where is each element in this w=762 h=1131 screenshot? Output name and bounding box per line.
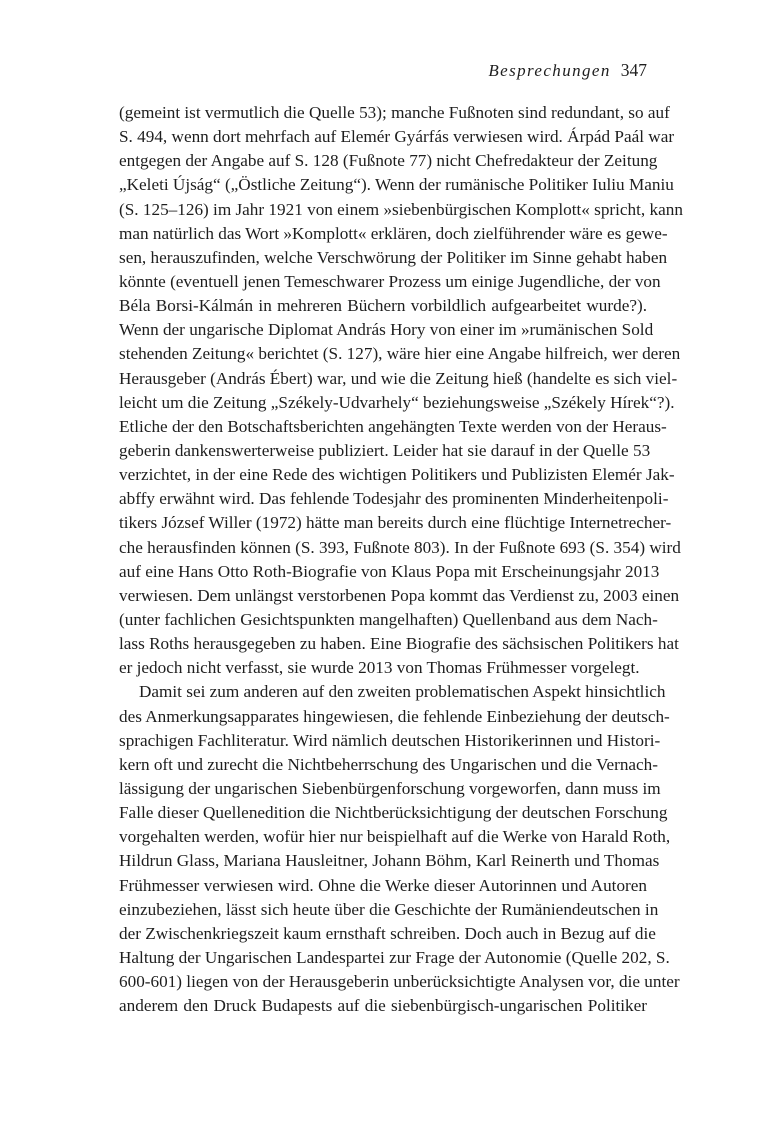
- text-line: einzubeziehen, lässt sich heute über die Geschichte der Rumäniendeutschen in: [119, 899, 659, 919]
- running-title: Besprechungen: [488, 61, 611, 80]
- text-line: verzichtet, in der eine Rede des wichtigen Politikers und Publizisten Elemér Jak-: [119, 465, 675, 485]
- paragraph-1: [119, 101, 683, 680]
- text-line: auf eine Hans Otto Roth-Biografie von Klaus Popa mit Erscheinungsjahr 2013: [119, 561, 660, 581]
- text-line: Béla Borsi-Kálmán in mehreren Büchern vorbildlich aufgearbeitet wurde?).: [119, 296, 647, 316]
- text-line: Herausgeber (András Ébert) war, und wie die Zeitung hieß (handelte es sich viel-: [119, 368, 678, 388]
- text-line: Frühmesser verwiesen wird. Ohne die Werke dieser Autorinnen und Autoren: [119, 875, 647, 895]
- paragraph-2: [119, 680, 680, 1018]
- text-line: sprachigen Fachliteratur. Wird nämlich deutschen Historikerinnen und Histori-: [119, 730, 661, 750]
- text-line: che herausfinden können (S. 393, Fußnote 803). In der Fußnote 693 (S. 354) wird: [119, 537, 681, 557]
- text-line: Etliche der den Botschaftsberichten angehängten Texte werden von der Heraus-: [119, 416, 667, 436]
- text-line: (gemeint ist vermutlich die Quelle 53); manche Fußnoten sind redundant, so auf: [119, 103, 670, 122]
- text-line: lass Roths herausgegeben zu haben. Eine Biografie des sächsischen Politikers hat: [119, 634, 679, 654]
- text-line: Hildrun Glass, Mariana Hausleitner, Johann Böhm, Karl Reinerth und Thomas: [119, 851, 660, 871]
- text-line: abffy erwähnt wird. Das fehlende Todesjahr des prominenten Minderheitenpoli-: [119, 489, 669, 509]
- text-line: er jedoch nicht verfasst, sie wurde 2013 von Thomas Frühmesser vorgelegt.: [119, 658, 640, 678]
- text-line: S. 494, wenn dort mehrfach auf Elemér Gyárfás verwiesen wird. Árpád Paál war: [119, 127, 675, 147]
- text-line: Haltung der Ungarischen Landespartei zur Frage der Autonomie (Quelle 202, S.: [119, 947, 670, 967]
- text-line: tikers József Willer (1972) hätte man bereits durch eine flüchtige Internetrecher-: [119, 513, 672, 533]
- text-line: 600-601) liegen von der Herausgeberin unberücksichtigte Analysen vor, die unter: [119, 972, 680, 992]
- text-line: (unter fachlichen Gesichtspunkten mangelhaften) Quellenband aus dem Nach-: [119, 609, 658, 629]
- text-line: stehenden Zeitung« berichtet (S. 127), wäre hier eine Angabe hilfreich, wer deren: [119, 344, 681, 364]
- text-line: lässigung der ungarischen Siebenbürgenforschung vorgeworfen, dann muss im: [119, 778, 661, 798]
- text-line: anderem den Druck Budapests auf die siebenbürgisch-ungarischen Politiker: [119, 996, 647, 1016]
- text-line: (S. 125–126) im Jahr 1921 von einem »siebenbürgischen Komplott« spricht, kann: [119, 199, 683, 219]
- text-line: Wenn der ungarische Diplomat András Hory von einer im »rumänischen Sold: [119, 320, 654, 340]
- body-text: [119, 101, 683, 1018]
- text-line: könnte (eventuell jenen Temeschwarer Prozess um einige Jugendliche, der von: [119, 271, 661, 291]
- text-line: vorgehalten werden, wofür hier nur beispielhaft auf die Werke von Harald Roth,: [119, 827, 671, 847]
- text-line: Damit sei zum anderen auf den zweiten problematischen Aspekt hinsichtlich: [139, 682, 666, 702]
- running-header: [488, 58, 647, 83]
- text-line: des Anmerkungsapparates hingewiesen, die fehlende Einbeziehung der deutsch-: [119, 706, 670, 726]
- text-line: Falle dieser Quellenedition die Nichtberücksichtigung der deutschen Forschung: [119, 803, 668, 823]
- text-line: leicht um die Zeitung „Székely-Udvarhely“ beziehungsweise „Székely Hírek“?).: [119, 392, 675, 412]
- text-line: kern oft und zurecht die Nichtbeherrschung des Ungarischen und die Vernach-: [119, 754, 658, 774]
- text-line: sen, herauszufinden, welche Verschwörung der Politiker im Sinne gehabt haben: [119, 247, 668, 267]
- text-line: verwiesen. Dem unlängst verstorbenen Popa kommt das Verdienst zu, 2003 einen: [119, 585, 680, 605]
- page-number: 347: [620, 60, 647, 80]
- text-line: entgegen der Angabe auf S. 128 (Fußnote 77) nicht Chefredakteur der Zeitung: [119, 151, 658, 171]
- text-line: „Keleti Újság“ („Östliche Zeitung“). Wenn der rumänische Politiker Iuliu Maniu: [119, 175, 674, 195]
- text-line: geberin dankenswerterweise publiziert. Leider hat sie darauf in der Quelle 53: [119, 440, 651, 460]
- text-line: der Zwischenkriegszeit kaum ernsthaft schreiben. Doch auch in Bezug auf die: [119, 923, 656, 943]
- text-line: man natürlich das Wort »Komplott« erklären, doch zielführender wäre es gewe-: [119, 223, 668, 243]
